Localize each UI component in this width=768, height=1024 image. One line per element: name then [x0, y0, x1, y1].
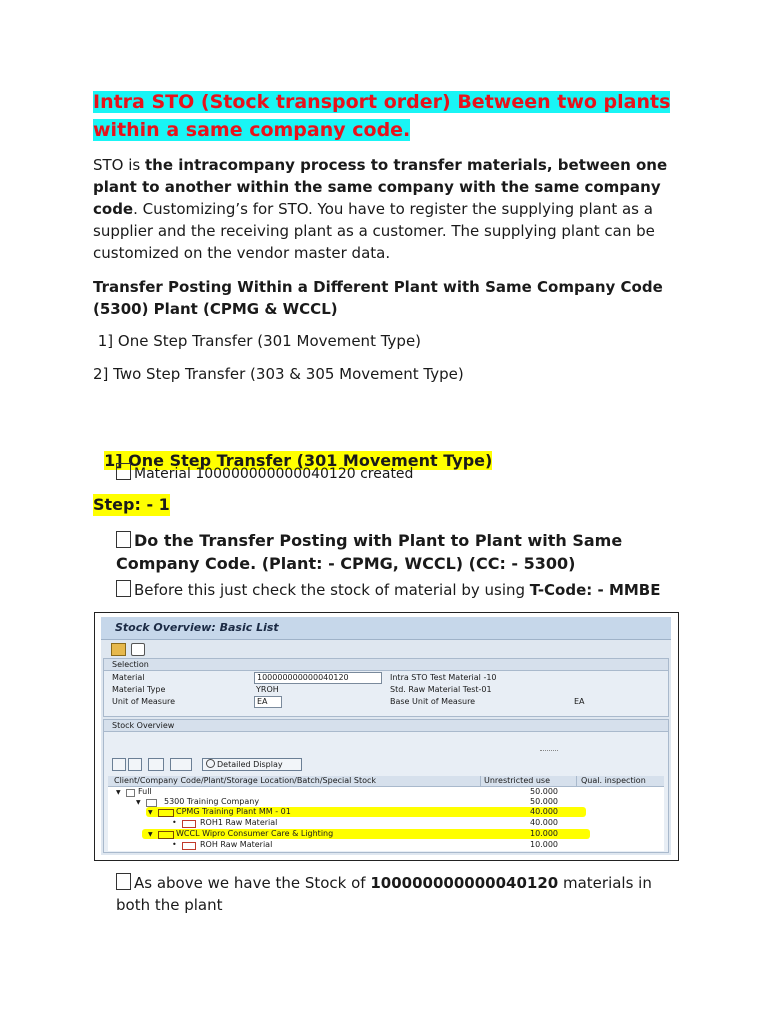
intro-dot: . — [133, 200, 138, 218]
step-label: Step: - 1 — [93, 495, 170, 514]
selection-group — [103, 658, 669, 717]
material-type-value: YROH — [256, 685, 279, 694]
list-item-one-step: 1] One Step Transfer (301 Movement Type) — [93, 332, 422, 350]
sap-title-bar — [101, 617, 671, 640]
sap-screenshot — [94, 612, 679, 861]
column-header-qual-inspection: Qual. inspection — [576, 776, 646, 786]
bullet-icon — [116, 531, 131, 548]
grid-icon — [126, 789, 135, 797]
stock-table — [108, 787, 664, 851]
table-row[interactable] — [108, 797, 664, 807]
step-text-block — [116, 529, 626, 575]
row-label: ROH Raw Material — [200, 840, 273, 849]
collapse-icon[interactable] — [128, 758, 142, 771]
row-value: 40.000 — [530, 807, 558, 816]
list-item-two-step: 2] Two Step Transfer (303 & 305 Movement Type) — [93, 365, 464, 383]
conclusion-material: 100000000000040120 — [370, 874, 559, 892]
step-text: Do the Transfer Posting with Plant to Plant with Same Company Code. (Plant: - CPMG, WCCL) (CC: - 5300) — [116, 531, 623, 573]
selection-label: Selection — [112, 660, 149, 669]
table-row[interactable] — [108, 829, 664, 840]
table-row[interactable] — [108, 818, 664, 828]
dot-icon: • — [172, 818, 177, 827]
table-header — [108, 776, 664, 787]
conclusion-lead: As above we have the Stock of — [134, 874, 371, 892]
row-value: 10.000 — [530, 840, 558, 849]
magnifier-icon — [206, 759, 215, 768]
conclusion-line — [116, 872, 676, 916]
row-label: 5300 Training Company — [164, 797, 260, 806]
refresh-icon[interactable] — [131, 643, 145, 656]
row-value: 40.000 — [530, 818, 558, 827]
intro-bold: the intracompany process to transfer materials, between one plant to another within the same company with the same company code — [93, 156, 668, 218]
row-label: WCCL Wipro Consumer Care & Lighting — [176, 829, 334, 838]
plant-icon — [158, 809, 174, 817]
folder-icon[interactable] — [111, 643, 126, 656]
find-icon[interactable] — [148, 758, 164, 771]
intro-lead: STO is — [93, 156, 146, 174]
tcode: T-Code: - MMBE — [529, 581, 661, 599]
base-uom-value: EA — [574, 697, 585, 706]
bullet-icon — [116, 873, 131, 890]
triangle-down-icon[interactable]: ▼ — [116, 789, 121, 796]
company-icon — [146, 799, 157, 807]
expand-icon[interactable] — [112, 758, 126, 771]
resize-handle-icon[interactable] — [540, 750, 558, 753]
bullet-icon — [116, 463, 131, 480]
triangle-down-icon[interactable]: ▼ — [136, 799, 141, 806]
detailed-display-button[interactable] — [202, 758, 302, 771]
field-label-material-type: Material Type — [112, 685, 166, 694]
dot-icon: • — [172, 840, 177, 849]
subheading: Transfer Posting Within a Different Plant with Same Company Code (5300) Plant (CPMG & WCCL) — [93, 278, 663, 318]
uom-input[interactable]: EA — [254, 696, 282, 708]
row-value: 10.000 — [530, 829, 558, 838]
bullet-icon — [116, 580, 131, 597]
material-description: Intra STO Test Material -10 — [390, 673, 497, 682]
row-value: 50.000 — [530, 797, 558, 806]
intro-paragraph — [93, 154, 673, 264]
sap-window-title: Stock Overview: Basic List — [115, 621, 279, 634]
column-header-hierarchy: Client/Company Code/Plant/Storage Location/Batch/Special Stock — [114, 776, 377, 785]
base-uom-label: Base Unit of Measure — [390, 697, 476, 706]
print-icon[interactable] — [170, 758, 192, 771]
material-input[interactable]: 100000000000040120 — [254, 672, 382, 684]
section-heading-part-a: 1] One Step Transfer — [104, 451, 292, 470]
triangle-down-icon[interactable]: ▼ — [148, 809, 153, 816]
document-title: Intra STO (Stock transport order) Between two plants within a same company code. — [93, 91, 671, 141]
intro-rest: Customizing’s for STO. You have to register the supplying plant as a supplier and the receiving plant as a customer. The supplying plant can be customized on the vendor master data. — [93, 200, 655, 262]
triangle-down-icon[interactable]: ▼ — [148, 831, 153, 838]
check-line — [116, 579, 660, 601]
material-type-description: Std. Raw Material Test-01 — [390, 685, 492, 694]
field-label-material: Material — [112, 673, 145, 682]
column-header-unrestricted: Unrestricted use — [480, 776, 550, 786]
table-row[interactable] — [108, 840, 664, 850]
row-label: Full — [138, 787, 152, 796]
row-label: ROH1 Raw Material — [200, 818, 278, 827]
storage-icon — [182, 842, 196, 850]
row-label: CPMG Training Plant MM - 01 — [176, 807, 291, 816]
section-heading-part-b: (301 Movement Type) — [291, 451, 493, 470]
row-value: 50.000 — [530, 787, 558, 796]
check-text: Before this just check the stock of material by using — [134, 581, 530, 599]
detailed-display-label: Detailed Display — [217, 760, 283, 769]
conclusion-rest: materials in both the plant — [116, 874, 652, 914]
material-created-text: Material 100000000000040120 created — [134, 466, 414, 482]
stock-overview-group — [103, 719, 669, 853]
storage-icon — [182, 820, 196, 828]
table-row[interactable] — [108, 807, 664, 818]
material-created-line — [116, 463, 413, 484]
field-label-uom: Unit of Measure — [112, 697, 176, 706]
stock-overview-label: Stock Overview — [112, 721, 175, 730]
plant-icon — [158, 831, 174, 839]
table-row[interactable] — [108, 787, 664, 797]
